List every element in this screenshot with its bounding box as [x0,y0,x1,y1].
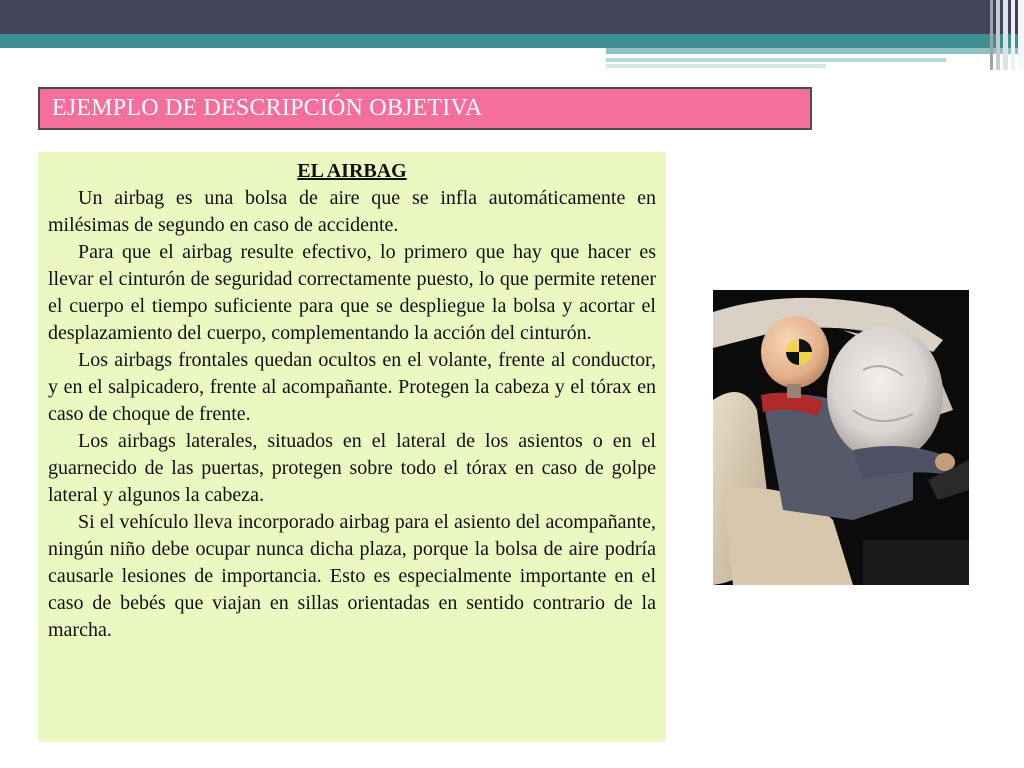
panel-heading: EL AIRBAG [297,160,407,182]
paragraph: Los airbags laterales, situados en el lateral de los asientos o en el guarnecido de las puertas, protegen sobre todo el tórax en caso de golpe lateral y algunos la cabeza. [48,430,656,506]
paragraph: Los airbags frontales quedan ocultos en el volante, frente al conductor, y en el salpicadero, frente al acompañante. Protegen la cabeza y el tórax en caso de choque de frente. [48,349,656,425]
crash-test-dummy-photo [713,290,969,585]
title-box [38,87,812,130]
header-accent-line [606,48,1024,54]
header-dark-bar [0,0,1024,34]
header-accent-line [606,58,946,62]
slide-title: EJEMPLO DE DESCRIPCIÓN OBJETIVA [52,95,483,121]
header-accent-line [606,64,826,68]
paragraph: Para que el airbag resulte efectivo, lo primero que hay que hacer es llevar el cinturón de seguridad correctamente puesto, lo que permite retener el cuerpo el tiempo suficiente para que se despliegue la bolsa y acortar el desplazamiento del cuerpo, complementando la acción del cinturón. [48,241,656,344]
header-teal-bar [0,34,1024,48]
paragraph: Un airbag es una bolsa de aire que se infla automáticamente en milésimas de segundo en caso de accidente. [48,187,656,236]
paragraph: Si el vehículo lleva incorporado airbag para el asiento del acompañante, ningún niño debe ocupar nunca dicha plaza, porque la bolsa de aire podría causarle lesiones de importancia. Esto es especialmente importante en el caso de bebés que viajan en sillas orientadas en sentido contrario de la marcha. [48,511,656,641]
header-stripes [990,0,1024,70]
text-panel [38,152,666,742]
